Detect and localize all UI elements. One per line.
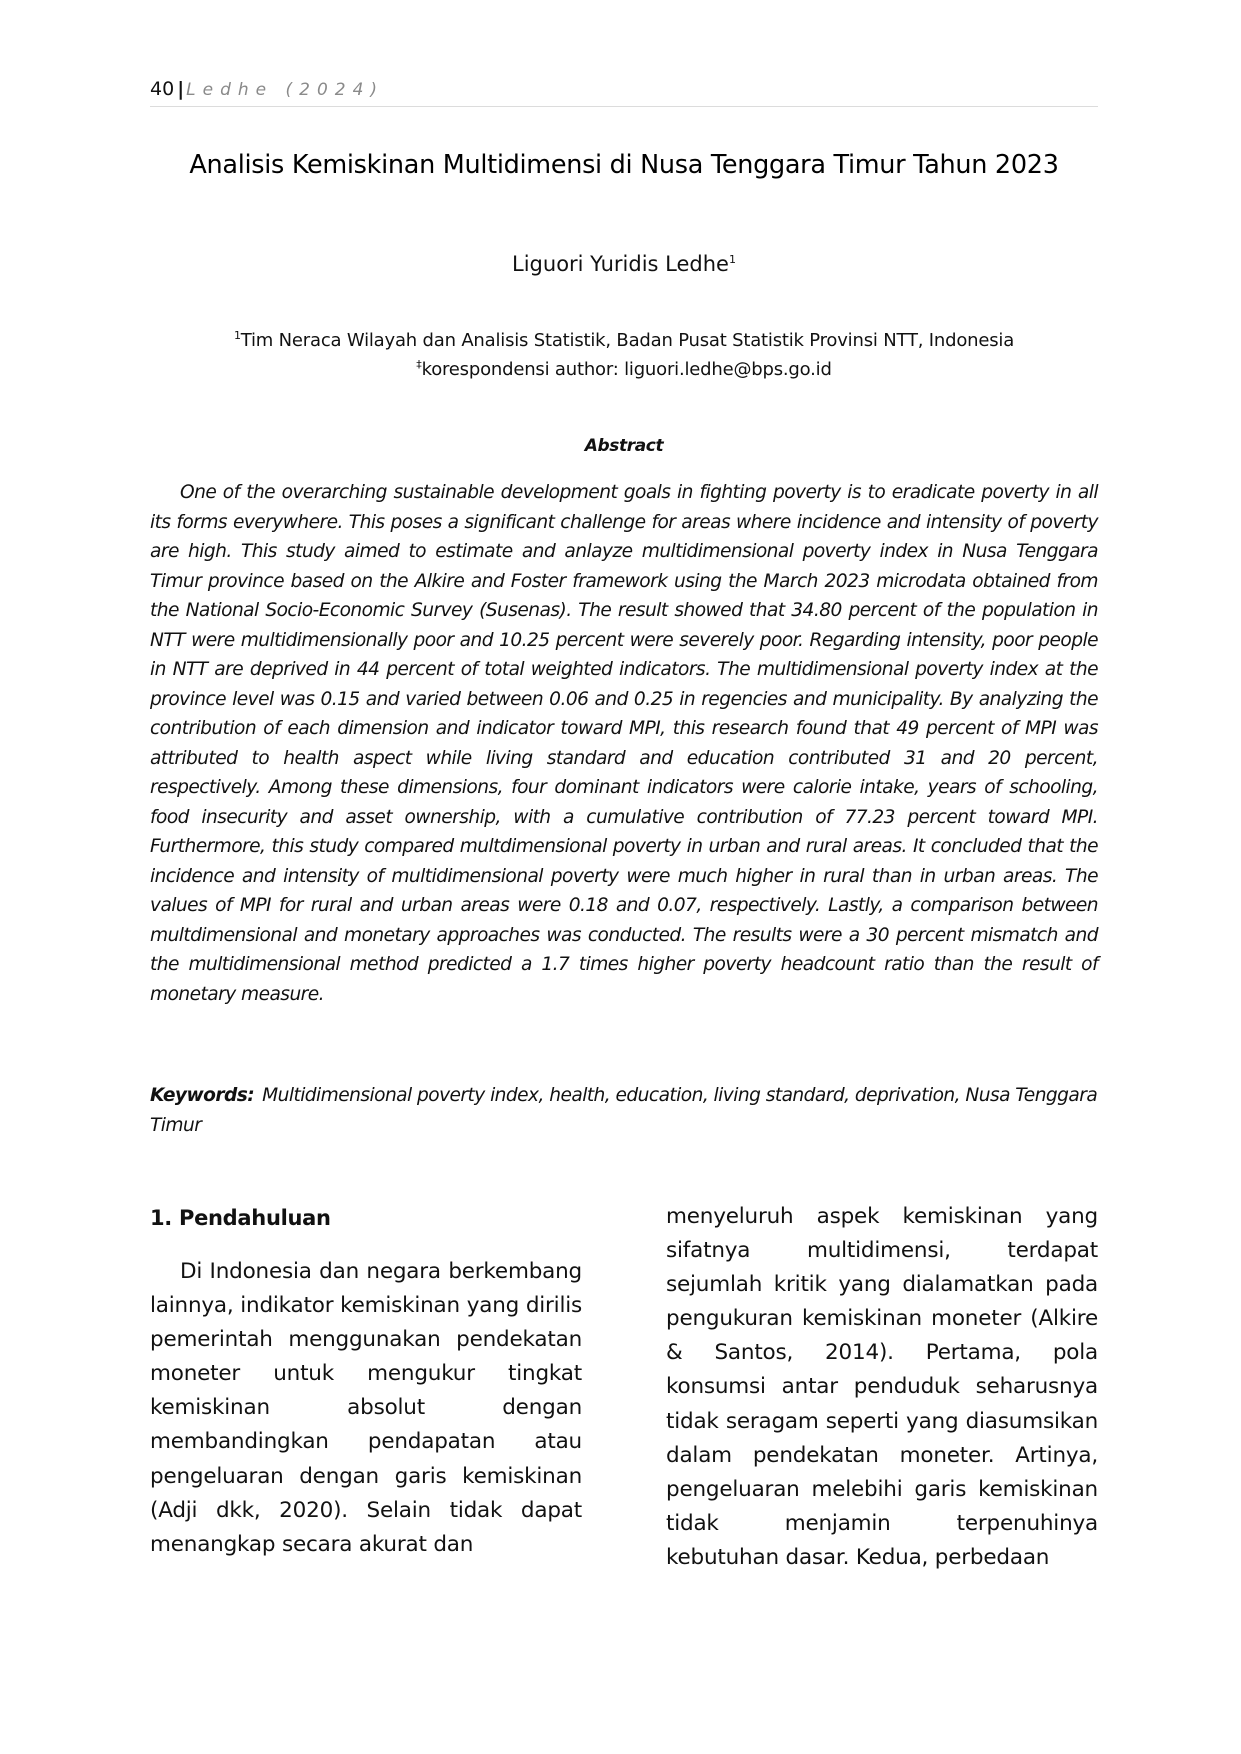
- page-number: 40: [150, 78, 175, 100]
- keywords-label: Keywords:: [150, 1085, 255, 1106]
- page-header: [150, 76, 1098, 107]
- affiliation-block: [150, 326, 1098, 384]
- correspondence-text: korespondensi author: liguori.ledhe@bps.go.id: [421, 359, 832, 380]
- body-paragraph-right: menyeluruh aspek kemiskinan yang sifatnya multidimensi, terdapat sejumlah kritik yang dialamatkan pada pengukuran kemiskinan moneter (Alkire & Santos, 2014). Pertama, pola konsumsi antar penduduk seharusnya tidak seragam seperti yang diasumsikan dalam pendekatan moneter. Artinya, pengeluaran melebihi garis kemiskinan tidak menjamin terpenuhinya kebutuhan dasar. Kedua, perbedaan: [666, 1204, 1098, 1570]
- body-paragraph-left: Di Indonesia dan negara berkembang lainnya, indikator kemiskinan yang dirilis pemerintah menggunakan pendekatan moneter untuk mengukur tingkat kemiskinan absolut dengan membandingkan pendapatan atau pengeluaran dengan garis kemiskinan (Adji dkk, 2020). Selain tidak dapat menangkap secara akurat dan: [150, 1259, 582, 1557]
- correspondence-line: [150, 355, 1098, 384]
- section-heading: 1. Pendahuluan: [150, 1206, 331, 1230]
- affiliation-text: Tim Neraca Wilayah dan Analisis Statistik, Badan Pusat Statistik Provinsi NTT, Indonesia: [240, 330, 1015, 351]
- abstract-body: One of the overarching sustainable development goals in fighting poverty is to eradicate poverty in all its forms everywhere. This poses a significant challenge for areas where incidence and intensity of poverty are high. This study aimed to estimate and anlayze multidimensional poverty index in Nusa Tenggara Timur province based on the Alkire and Foster framework using the March 2023 microdata obtained from the National Socio-Economic Survey (Susenas). The result showed that 34.80 percent of the population in NTT were multidimensionally poor and 10.25 percent were severely poor. Regarding intensity, poor people in NTT are deprived in 44 percent of total weighted indicators. The multidimensional poverty index at the province level was 0.15 and varied between 0.06 and 0.25 in regencies and municipality. By analyzing the contribution of each dimension and indicator toward MPI, this research found that 49 percent of MPI was attributed to health aspect while living standard and education contributed 31 and 20 percent, respectively. Among these dimensions, four dominant indicators were calorie intake, years of schooling, food insecurity and asset ownership, with a cumulative contribution of 77.23 percent toward MPI. Furthermore, this study compared multdimensional poverty in urban and rural areas. It concluded that the incidence and intensity of multidimensional poverty were much higher in rural than in urban areas. The values of MPI for rural and urban areas were 0.18 and 0.07, respectively. Lastly, a comparison between multdimensional and monetary approaches was conducted. The results were a 30 percent mismatch and the multidimensional method predicted a 1.7 times higher poverty headcount ratio than the result of monetary measure.: [150, 482, 1098, 1005]
- affiliation-marker: 1: [233, 329, 241, 342]
- correspondence-marker: ‡: [416, 358, 422, 371]
- article-title: Analisis Kemiskinan Multidimensi di Nusa Tenggara Timur Tahun 2023: [189, 150, 1059, 180]
- body-column-left: [150, 1203, 582, 1562]
- body-column-right: [666, 1200, 1098, 1575]
- affiliation-line: [150, 326, 1098, 355]
- running-head: Ledhe (2024): [186, 80, 385, 100]
- keywords-block: [150, 1081, 1098, 1140]
- author-affiliation-marker: 1: [728, 253, 736, 266]
- author-line: [150, 252, 1098, 276]
- author-name: Liguori Yuridis Ledhe: [512, 252, 729, 276]
- abstract-heading: Abstract: [584, 436, 664, 456]
- header-separator: |: [177, 78, 185, 100]
- keywords-list: Multidimensional poverty index, health, education, living standard, deprivation, Nusa Tenggara Timur: [150, 1085, 1098, 1136]
